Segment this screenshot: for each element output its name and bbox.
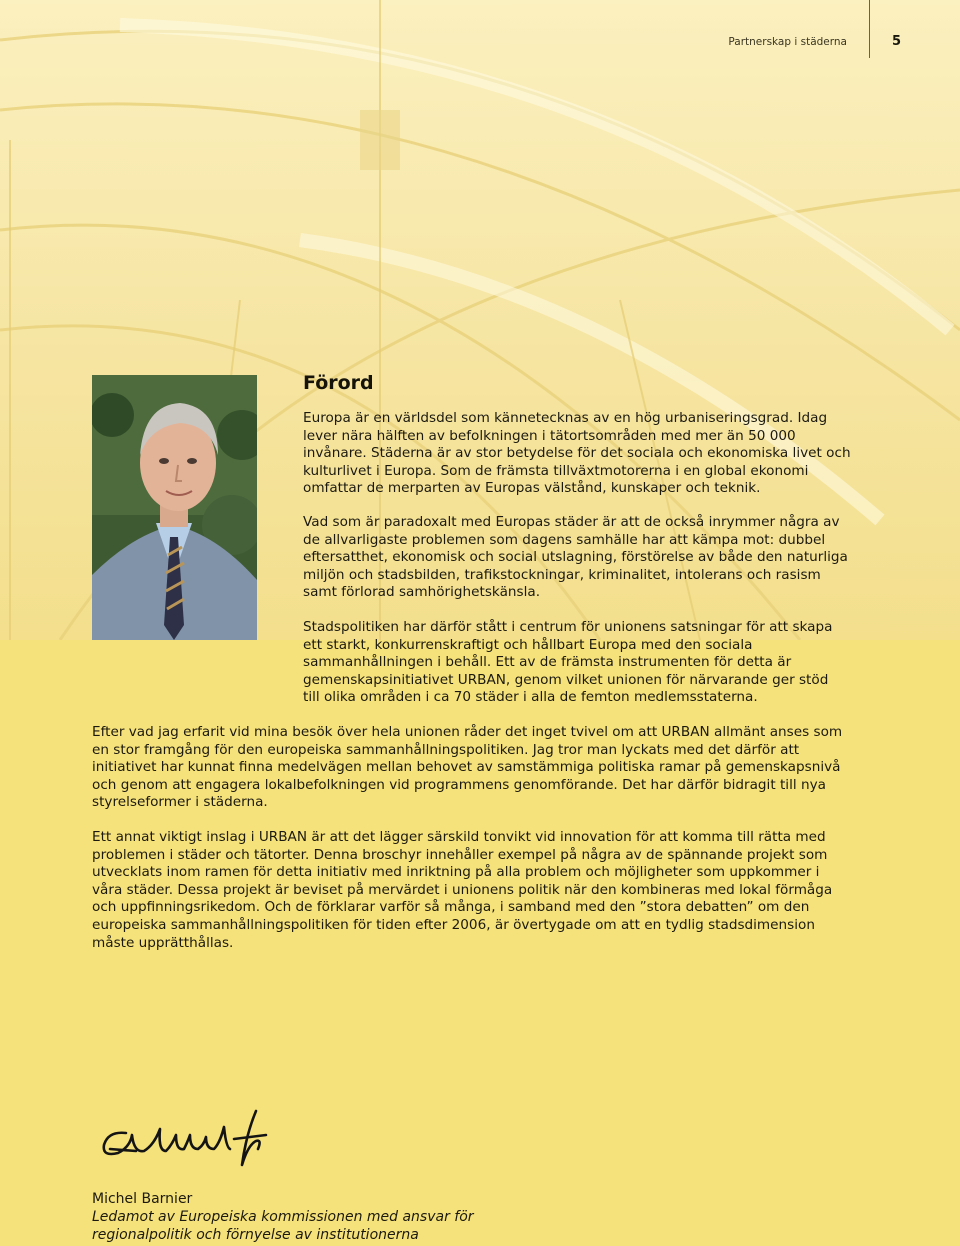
body-paragraph: Vad som är paradoxalt med Europas städer är att de också inrymmer några av de allvarligaste problemen som dagens samhälle har att kämpa mot: dubbel eftersatthet, ekonomisk och social utslagning, förstörelse av både den naturliga miljön och stadsbilden, trafikstockningar, kriminalitet, intolerans och rasism samt förlorad samhörighetskänsla. bbox=[303, 514, 848, 601]
body-paragraph: Stadspolitiken har därför stått i centrum för unionens satsningar för att skapa ett starkt, konkurrenskraftigt och hållbart Europa med den sociala sammanhållningen i behåll. Ett av de främsta instrumenten för detta är gemenskapsinitiativet URBAN, genom vilket unionen för närvarande ger stöd till olika områden i ca 70 städer i alla de femton medlemsstaterna. bbox=[303, 619, 833, 706]
running-header: Partnerskap i städerna bbox=[728, 36, 847, 48]
portrait-photo bbox=[92, 375, 257, 640]
body-paragraph: Europa är en världsdel som kännetecknas av en hög urbaniseringsgrad. Idag lever nära hälften av befolkningen i tätortsområden med mer än 50 000 invånare. Städerna är av stor betydelse för det sociala och ekonomiska livet och kulturlivet i Europa. Som de främsta tillväxtmotorerna i en global ekonomi omfattar de merparten av Europas välstånd, kunskaper och teknik. bbox=[303, 410, 851, 497]
signer-name: Michel Barnier bbox=[92, 1191, 193, 1207]
page-number: 5 bbox=[892, 34, 902, 49]
body-paragraph: Efter vad jag erfarit vid mina besök över hela unionen råder det inget tvivel om att URBAN allmänt anses som en stor framgång för den europeiska sammanhållningspolitiken. Jag tror man lyckats med det därför att initiativet har kunnat finna medelvägen mellan behovet av samstämmiga politiska ramar på gemenskapsnivå och genom att engagera lokalbefolkningen vid programmens genomförande. Det har därför bidragit till nya styrelseformer i städerna. bbox=[92, 724, 843, 811]
signer-title: Ledamot av Europeiska kommissionen med ansvar för regionalpolitik och förnyelse av institutionerna bbox=[92, 1209, 474, 1243]
body-paragraph: Ett annat viktigt inslag i URBAN är att det lägger särskild tonvikt vid innovation för att komma till rätta med problemen i städer och tätorter. Denna broschyr innehåller exempel på några av de spännande projekt som utvecklats inom ramen för detta initiativ med inriktning på alla problem och möjligheter som uppkommer i våra städer. Dessa projekt är beviset på mervärdet i unionens politik när den kombineras med lokal förmåga och uppfinningsrikedom. Och de förklarar varför så många, i samband med den ”stora debatten” om den europeiska sammanhållningspolitiken för tiden efter 2006, är övertygade om att en tydlig stadsdimension måste upprätthållas. bbox=[92, 829, 833, 951]
header-divider bbox=[869, 0, 870, 58]
page-title: Förord bbox=[303, 372, 374, 394]
handwritten-signature bbox=[96, 1105, 276, 1175]
